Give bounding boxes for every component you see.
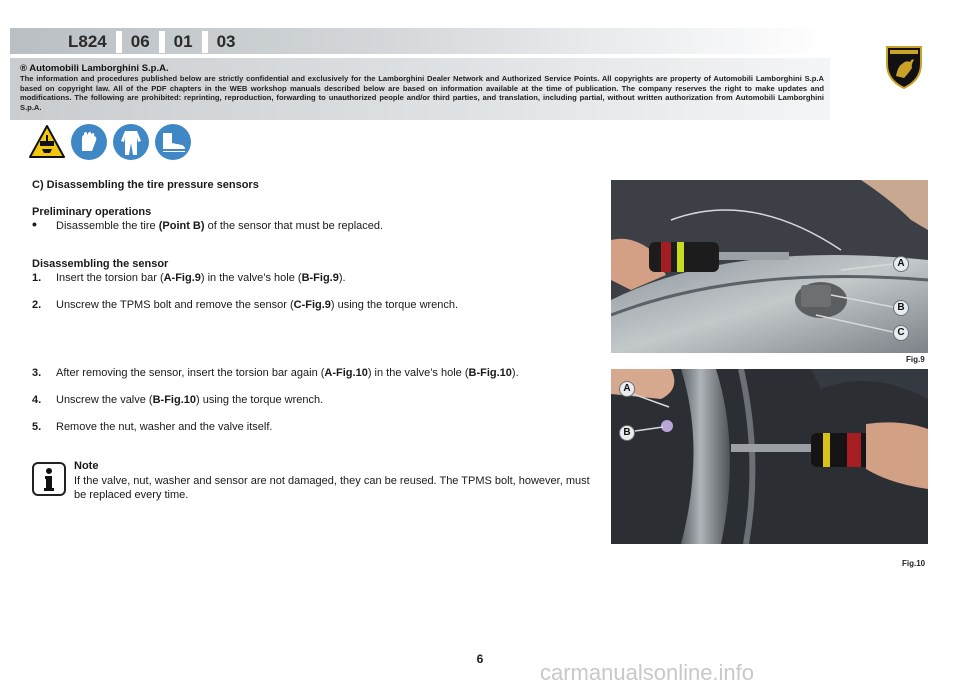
code-model: L824: [68, 32, 107, 51]
callout-b: B: [893, 300, 909, 316]
watermark-text: carmanualsonline.info: [540, 660, 755, 684]
code-section: 03: [216, 32, 236, 51]
note-title: Note: [74, 460, 99, 472]
bullet-icon: •: [32, 216, 37, 232]
figure-9-caption: Fig.9: [906, 355, 925, 364]
lamborghini-logo-icon: [884, 44, 924, 90]
gloves-icon: [70, 123, 108, 161]
preliminary-step: • Disassemble the tire (Point B) of the sensor that must be replaced.: [32, 216, 384, 232]
figure-10-caption: Fig.10: [902, 559, 926, 568]
safety-shoes-icon: [154, 123, 192, 161]
page-number: 6: [476, 652, 484, 666]
copyright-title: ® Automobili Lamborghini S.p.A.: [20, 63, 169, 74]
hand-crush-warning-icon: [28, 123, 66, 161]
callout-c: C: [893, 325, 909, 341]
step-1: 1. Insert the torsion bar (A-Fig.9) in the valve’s hole (B-Fig.9).: [32, 272, 346, 284]
figure-10-photo: [611, 369, 928, 544]
disassembling-title: Disassembling the sensor: [32, 258, 169, 270]
info-icon: [32, 462, 66, 496]
step-5: 5. Remove the nut, washer and the valve itself.: [32, 421, 273, 433]
callout-a: A: [619, 381, 635, 397]
code-subgroup: 01: [173, 32, 193, 51]
section-title: C) Disassembling the tire pressure sensors: [32, 179, 259, 191]
note-text: If the valve, nut, washer and sensor are not damaged, they can be reused. The TPMS bolt, however, must be replaced every time.: [74, 475, 590, 501]
copyright-text: The information and procedures published below are strictly confidential and exclusively for the Lamborghini Dealer Network and Authorized Service Points. All copyrights are property of Automobili Lamborghini S.p.A based on copyright law. All of the PDF chapters in the WEB workshop manuals described below are based on information available at the time of publication. The company reserves the right to make updates and modifications. The following are prohibited: reprinting, reproduction, forwarding to unauthorized people and/or third parties, and translation, including partial, without written authorization from Automobili Lamborghini S.p.A.: [20, 74, 824, 112]
copyright-notice: [10, 58, 830, 120]
overalls-icon: [112, 123, 150, 161]
code-group: 06: [130, 32, 150, 51]
preliminary-title: Preliminary operations: [32, 206, 152, 218]
callout-a: A: [893, 256, 909, 272]
step-2: 2. Unscrew the TPMS bolt and remove the sensor (C-Fig.9) using the torque wrench.: [32, 299, 459, 311]
callout-b: B: [619, 425, 635, 441]
step-3: 3. After removing the sensor, insert the torsion bar again (A-Fig.10) in the valve’s hole (B-Fig.10).: [32, 367, 519, 379]
step-4: 4. Unscrew the valve (B-Fig.10) using the torque wrench.: [32, 394, 324, 406]
safety-icons: [28, 123, 192, 161]
figure-9-photo: [611, 180, 928, 353]
document-code: [68, 31, 236, 53]
